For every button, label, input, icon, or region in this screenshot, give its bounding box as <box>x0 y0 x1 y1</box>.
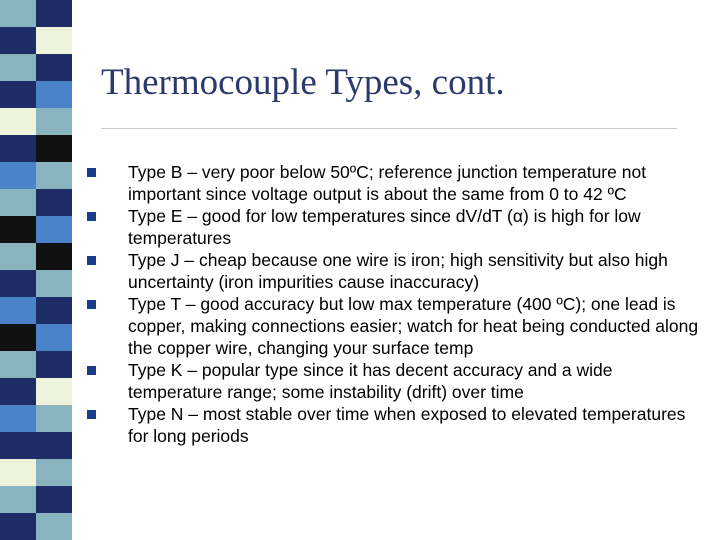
stripe-block <box>36 513 72 540</box>
bullet-text: Type T – good accuracy but low max temperature (400 ºC); one lead is copper, making connections easier; watch for heat being conducted along the copper wire, changing your surface temp <box>128 294 699 358</box>
stripe-block <box>36 459 72 486</box>
bullet-text: Type E – good for low temperatures since dV/dT (α) is high for low temperatures <box>128 206 641 248</box>
bullet-item-type-j <box>85 249 705 293</box>
bullet-text: Type K – popular type since it has decent accuracy and a wide temperature range; some instability (drift) over time <box>128 360 613 402</box>
stripe-block <box>36 162 72 189</box>
stripe-block <box>36 108 72 135</box>
stripe-block <box>0 81 36 108</box>
bullet-item-type-t <box>85 293 705 359</box>
stripe-block <box>0 270 36 297</box>
stripe-block <box>36 243 72 270</box>
stripe-block <box>36 189 72 216</box>
stripe-block <box>0 189 36 216</box>
stripe-block <box>0 54 36 81</box>
stripe-block <box>0 108 36 135</box>
stripe-block <box>0 486 36 513</box>
stripe-block <box>36 216 72 243</box>
stripe-block <box>0 162 36 189</box>
stripe-block <box>0 432 36 459</box>
stripe-block <box>36 351 72 378</box>
stripe-block <box>36 405 72 432</box>
stripe-block <box>36 27 72 54</box>
stripe-block <box>36 297 72 324</box>
bullet-item-type-n <box>85 403 705 447</box>
bullet-text: Type J – cheap because one wire is iron; high sensitivity but also high uncertainty (iron impurities cause inaccuracy) <box>128 250 668 292</box>
square-bullet-icon <box>87 300 96 309</box>
stripe-block <box>36 0 72 27</box>
stripe-block <box>0 378 36 405</box>
stripe-block <box>0 216 36 243</box>
square-bullet-icon <box>87 410 96 419</box>
stripe-block <box>36 432 72 459</box>
stripe-block <box>0 243 36 270</box>
stripe-block <box>36 54 72 81</box>
stripe-block <box>36 486 72 513</box>
stripe-block <box>0 0 36 27</box>
stripe-block <box>0 459 36 486</box>
stripe-block <box>36 81 72 108</box>
stripe-block <box>36 324 72 351</box>
stripe-block <box>0 513 36 540</box>
bullet-item-type-b <box>85 161 705 205</box>
square-bullet-icon <box>87 366 96 375</box>
bullet-text: Type N – most stable over time when exposed to elevated temperatures for long periods <box>128 404 686 446</box>
stripe-block <box>0 405 36 432</box>
bullet-item-type-e <box>85 205 705 249</box>
stripe-block <box>0 27 36 54</box>
stripe-block <box>0 351 36 378</box>
stripe-block <box>36 270 72 297</box>
square-bullet-icon <box>87 168 96 177</box>
bullet-list <box>85 161 705 447</box>
square-bullet-icon <box>87 256 96 265</box>
slide-title: Thermocouple Types, cont. <box>101 62 505 103</box>
stripe-block <box>36 135 72 162</box>
bullet-text: Type B – very poor below 50ºC; reference junction temperature not important since voltage output is about the same from 0 to 42 ºC <box>128 162 647 204</box>
square-bullet-icon <box>87 212 96 221</box>
title-divider <box>101 128 677 129</box>
stripe-block <box>0 297 36 324</box>
stripe-block <box>0 135 36 162</box>
bullet-item-type-k <box>85 359 705 403</box>
decorative-stripe-bar <box>0 0 72 540</box>
stripe-block <box>0 324 36 351</box>
stripe-block <box>36 378 72 405</box>
